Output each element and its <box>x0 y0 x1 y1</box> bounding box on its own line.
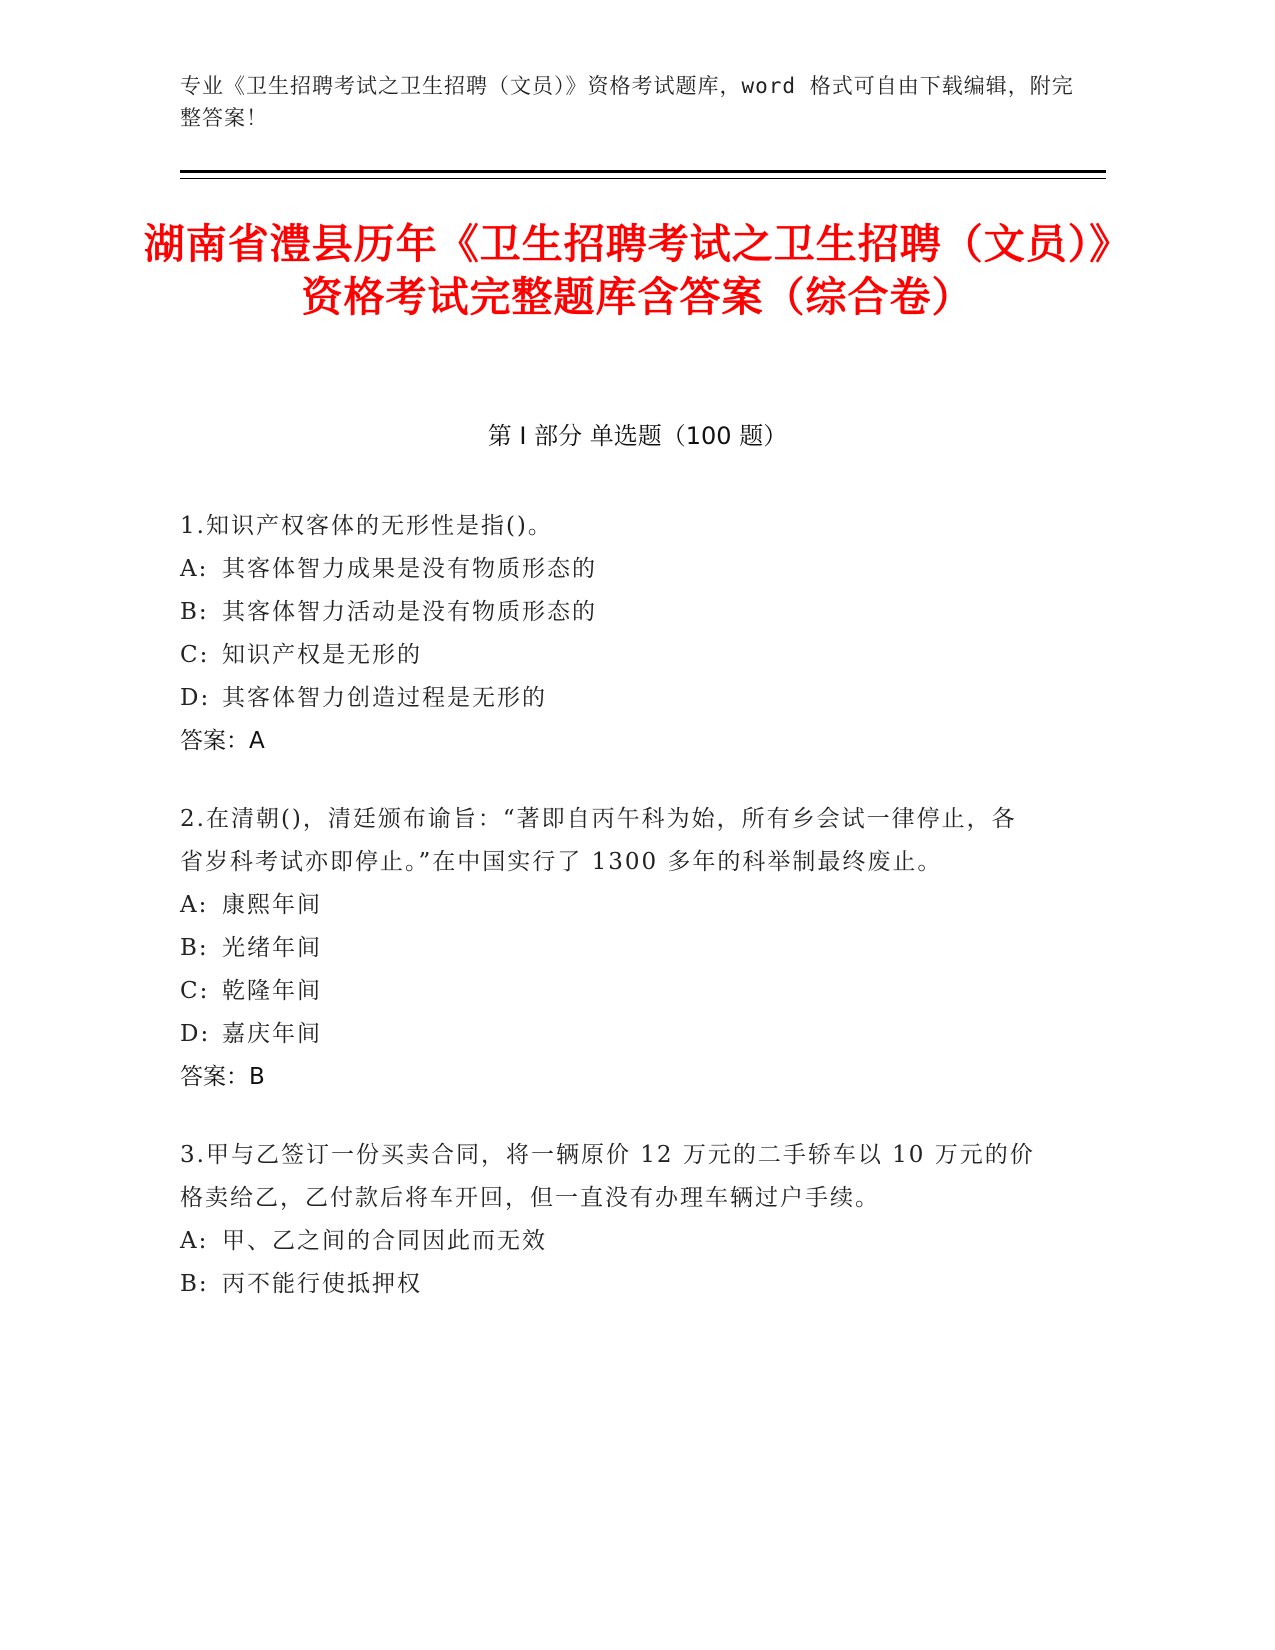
answer-line <box>180 720 1040 763</box>
option-text: 知识产权是无形的 <box>222 642 422 668</box>
answer-label: 答案： <box>180 1064 249 1090</box>
question-list <box>180 505 1040 1341</box>
option-letter: A: <box>180 892 209 918</box>
answer-line <box>180 1056 1040 1099</box>
option-text: 光绪年间 <box>222 935 322 961</box>
answer-value: A <box>249 728 265 754</box>
question-stem: 3.甲与乙签订一份买卖合同，将一辆原价 12 万元的二手轿车以 10 万元的价格卖给乙，乙付款后将车开回，但一直没有办理车辆过户手续。 <box>180 1142 1035 1211</box>
header-rule-thick <box>180 170 1106 173</box>
option-letter: C: <box>180 642 210 668</box>
option-d <box>180 1013 1040 1056</box>
option-c <box>180 970 1040 1013</box>
option-text: 丙不能行使抵押权 <box>222 1271 422 1297</box>
option-text: 嘉庆年间 <box>222 1021 322 1047</box>
header-note: 专业《卫生招聘考试之卫生招聘（文员）》资格考试题库，word 格式可自由下载编辑，附完整答案！ <box>180 74 1074 130</box>
option-c <box>180 634 1040 677</box>
option-text: 乾隆年间 <box>222 978 322 1004</box>
question-2 <box>180 798 1040 1099</box>
section-title: 第 I 部分 单选题（100 题） <box>487 422 788 450</box>
option-letter: A: <box>180 556 209 582</box>
document-title: 湖南省澧县历年《卫生招聘考试之卫生招聘（文员）》资格考试完整题库含答案（综合卷） <box>143 220 1132 321</box>
question-3 <box>180 1134 1040 1306</box>
option-a <box>180 548 1040 591</box>
option-letter: C: <box>180 978 210 1004</box>
header-rule-thin <box>180 178 1106 179</box>
option-letter: D: <box>180 1021 211 1047</box>
option-a <box>180 1220 1040 1263</box>
question-stem: 2.在清朝()，清廷颁布谕旨：“著即自丙午科为始，所有乡会试一律停止，各省岁科考试亦即停止。”在中国实行了 1300 多年的科举制最终废止。 <box>180 806 1017 875</box>
option-text: 甲、乙之间的合同因此而无效 <box>222 1228 547 1254</box>
option-text: 其客体智力创造过程是无形的 <box>222 685 547 711</box>
option-letter: B: <box>180 1271 209 1297</box>
option-text: 其客体智力活动是没有物质形态的 <box>222 599 597 625</box>
answer-value: B <box>249 1064 265 1090</box>
option-letter: B: <box>180 935 209 961</box>
option-letter: B: <box>180 599 209 625</box>
question-stem: 1.知识产权客体的无形性是指()。 <box>180 513 553 539</box>
option-b <box>180 927 1040 970</box>
option-letter: A: <box>180 1228 209 1254</box>
option-text: 康熙年间 <box>222 892 322 918</box>
answer-label: 答案： <box>180 728 249 754</box>
option-a <box>180 884 1040 927</box>
option-d <box>180 677 1040 720</box>
option-b <box>180 591 1040 634</box>
option-b <box>180 1263 1040 1306</box>
question-1 <box>180 505 1040 763</box>
option-text: 其客体智力成果是没有物质形态的 <box>222 556 597 582</box>
option-letter: D: <box>180 685 211 711</box>
